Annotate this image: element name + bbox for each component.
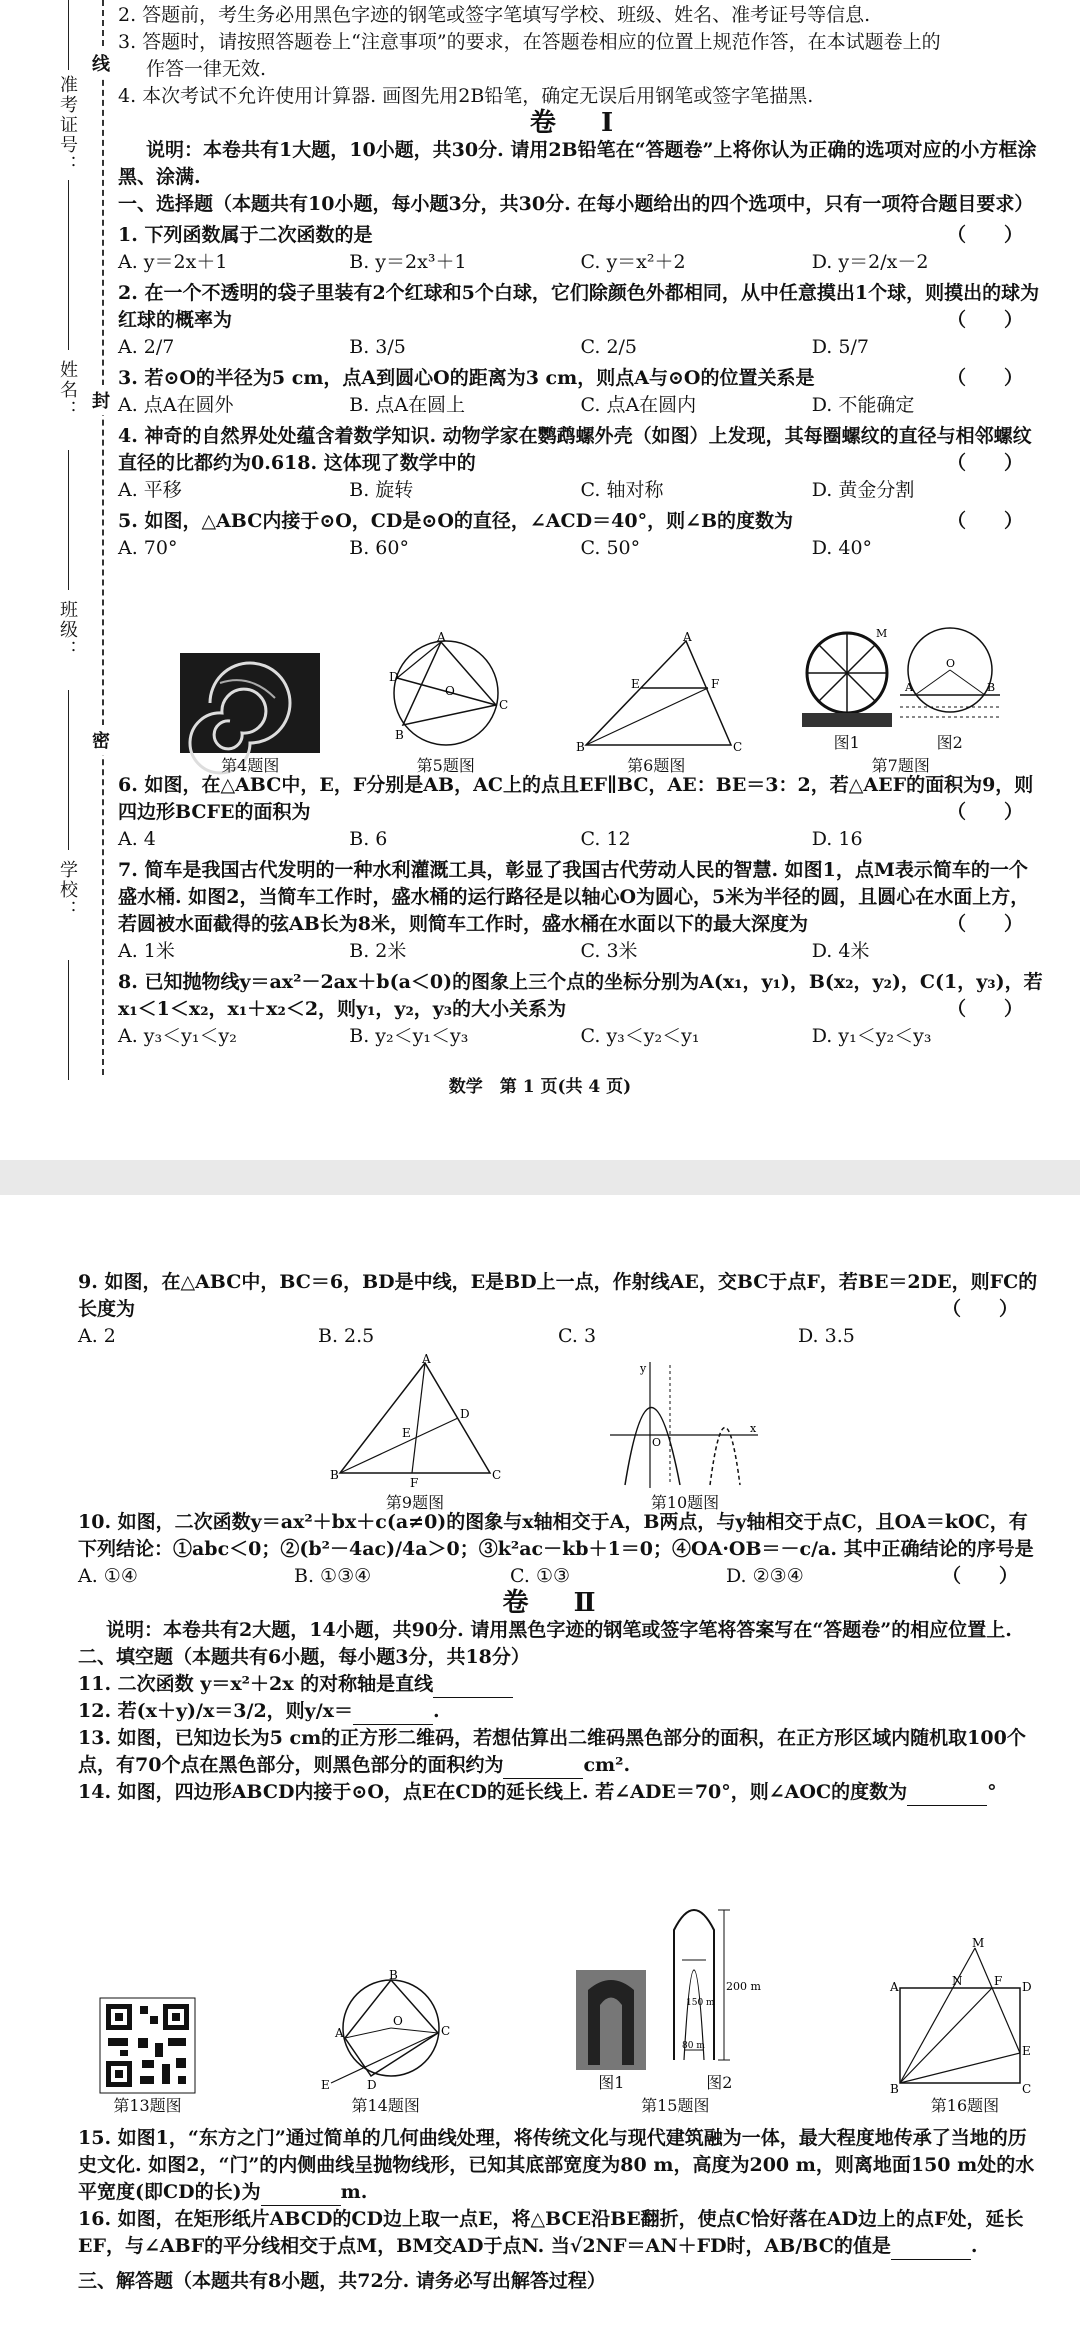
answer-blank bbox=[891, 2241, 971, 2260]
binding-margin bbox=[0, 0, 100, 1090]
margin-label-id: 准考证号： bbox=[57, 75, 78, 175]
figure-q13 bbox=[100, 1998, 195, 2116]
question-stem: 4. 神奇的自然界处处蕴含着数学知识. 动物学家在鹦鹉螺外壳（如图）上发现，其每圈螺纹的直径与相邻螺纹直径的比都约为0.618. 这体现了数学中的 bbox=[118, 425, 1032, 474]
question-8 bbox=[118, 969, 1043, 1050]
figure-caption: 第14题图 bbox=[351, 2096, 420, 2115]
figure-q7-1 bbox=[802, 625, 892, 753]
option-b: B. 点A在圆上 bbox=[349, 394, 466, 416]
volume-2-desc: 说明：本卷共有2大题，14小题，共90分. 请用黑色字迹的钢笔或签字笔将答案写在“答题卷”的相应位置上. bbox=[106, 1619, 1012, 1641]
fill-question-16 bbox=[78, 2206, 1038, 2260]
fill-questions-11-14 bbox=[78, 1671, 1038, 1806]
fill-question-14 bbox=[78, 1779, 1038, 1806]
base-width-label: 80 m bbox=[682, 2041, 706, 2051]
svg-text:B: B bbox=[330, 1468, 339, 1482]
volume-1-title: 卷 Ⅰ bbox=[529, 108, 632, 138]
svg-text:C: C bbox=[492, 1468, 502, 1482]
answer-blank bbox=[433, 1679, 513, 1698]
seal-char-mi: 密 bbox=[92, 725, 110, 755]
question-4 bbox=[118, 423, 1043, 504]
rectangle-fold-diagram bbox=[889, 1936, 1040, 2096]
svg-text:F: F bbox=[410, 1476, 419, 1490]
figure-q15 bbox=[576, 1900, 774, 2116]
question-10 bbox=[78, 1509, 1038, 1590]
figure-caption: 图1 bbox=[833, 733, 860, 752]
figure-q16 bbox=[889, 1936, 1040, 2116]
svg-text:A: A bbox=[904, 681, 913, 694]
svg-text:F: F bbox=[711, 677, 720, 691]
exam-page-2 bbox=[0, 1195, 1080, 2337]
fill-question-11 bbox=[78, 1671, 1038, 1698]
option-d: D. y＝2/x－2 bbox=[811, 251, 929, 273]
option-c: C. y₃＜y₂＜y₁ bbox=[580, 1025, 700, 1047]
option-c: C. y＝x²＋2 bbox=[580, 251, 686, 273]
gate-building-image bbox=[576, 1970, 646, 2070]
answer-paren: （ ） bbox=[946, 367, 1023, 389]
option-b: B. 2.5 bbox=[318, 1325, 375, 1347]
question-5 bbox=[118, 508, 1043, 562]
svg-text:A: A bbox=[436, 630, 446, 644]
figure-q7 bbox=[802, 625, 1000, 776]
answer-blank bbox=[261, 2187, 341, 2206]
svg-text:C: C bbox=[498, 698, 508, 712]
option-a: A. 2 bbox=[78, 1325, 116, 1347]
option-c: C. ①③ bbox=[510, 1565, 571, 1587]
figure-q4 bbox=[180, 653, 320, 776]
answer-paren: （ ） bbox=[946, 452, 1023, 474]
svg-text:D: D bbox=[366, 2078, 377, 2092]
question-2 bbox=[118, 280, 1043, 361]
question-stem: 10. 如图，二次函数y＝ax²＋bx＋c(a≠0)的图象与x轴相交于A，B两点，与y轴相交于点C，且OA＝kOC，有下列结论：①abc＜0；②(b²－4ac)/4a＞0；③k²ac－kb＋1＝0；④OA·OB＝－c/a. 其中正确结论的序号是 bbox=[78, 1511, 1034, 1560]
options-row bbox=[118, 477, 1043, 504]
page1-content-lower bbox=[118, 768, 1043, 1050]
margin-label-school: 学校： bbox=[57, 860, 78, 920]
options-row bbox=[118, 392, 1043, 419]
note-3: 3. 答题时，请按照答题卷上“注意事项”的要求，在答题卷相应的位置上规范作答，在本试题卷上的 bbox=[118, 31, 941, 53]
section-3-heading: 三、解答题（本题共有8小题，共72分. 请务必写出解答过程） bbox=[78, 2270, 606, 2292]
option-d: D. 黄金分割 bbox=[811, 479, 915, 501]
margin-label-class: 班级： bbox=[57, 600, 78, 660]
margin-rule bbox=[68, 690, 69, 850]
option-d: D. 4米 bbox=[811, 940, 870, 962]
cyclic-quadrilateral-diagram bbox=[311, 1968, 461, 2093]
option-d: D. y₁＜y₂＜y₃ bbox=[811, 1025, 932, 1047]
fill-question-15 bbox=[78, 2125, 1038, 2206]
svg-text:x: x bbox=[750, 1422, 757, 1435]
option-d: D. 5/7 bbox=[811, 336, 869, 358]
option-b: B. 2米 bbox=[349, 940, 407, 962]
figure-caption: 第6题图 bbox=[627, 756, 686, 775]
margin-rule bbox=[68, 450, 69, 590]
figure-q7-2 bbox=[900, 625, 1000, 753]
option-b: B. 3/5 bbox=[349, 336, 406, 358]
option-a: A. 4 bbox=[118, 828, 156, 850]
option-a: A. 2/7 bbox=[118, 336, 175, 358]
questions-1-5 bbox=[118, 222, 1043, 562]
figure-q15-2 bbox=[664, 1900, 774, 2093]
figure-caption: 第10题图 bbox=[650, 1493, 720, 1512]
svg-text:O: O bbox=[444, 684, 455, 698]
figure-q6 bbox=[571, 630, 743, 776]
figure-q5 bbox=[381, 630, 511, 776]
figure-caption: 第15题图 bbox=[641, 2096, 710, 2115]
svg-text:C: C bbox=[733, 740, 743, 754]
option-c: C. 3 bbox=[558, 1325, 597, 1347]
option-b: B. y₂＜y₁＜y₃ bbox=[349, 1025, 469, 1047]
question-stem: 3. 若⊙O的半径为5 cm，点A到圆心O的距离为3 cm，则点A与⊙O的位置关系是 bbox=[118, 367, 815, 389]
figure-caption: 第4题图 bbox=[221, 756, 280, 775]
svg-text:B: B bbox=[388, 1968, 398, 1982]
options-row bbox=[78, 1563, 942, 1590]
svg-text:A: A bbox=[334, 2026, 344, 2040]
svg-text:A: A bbox=[889, 1980, 899, 1994]
figure-q15-1 bbox=[576, 1970, 646, 2093]
question-stem: 7. 简车是我国古代发明的一种水利灌溉工具，彰显了我国古代劳动人民的智慧. 如图1，点M表示简车的一个盛水桶. 如图2，当简车工作时，盛水桶的运行路径是以轴心O为圆心，5米为半径的圆，且圆心在水面上方，若圆被水面截得的弦AB长为8米，则简车工作时，盛水桶在水面以下的最大深度为 bbox=[118, 859, 1030, 935]
fill-question-12 bbox=[78, 1698, 1038, 1725]
gate-parabola-diagram bbox=[664, 1900, 774, 2070]
option-d: D. 16 bbox=[811, 828, 863, 850]
options-row bbox=[118, 938, 1043, 965]
svg-text:F: F bbox=[993, 1974, 1003, 1988]
figure-q10 bbox=[610, 1360, 760, 1513]
seal-char-feng: 封 bbox=[92, 385, 110, 415]
option-a: A. 平移 bbox=[118, 479, 182, 501]
option-a: A. 1米 bbox=[118, 940, 175, 962]
margin-label-name: 姓名： bbox=[57, 360, 78, 420]
parabola-graph-diagram bbox=[610, 1360, 760, 1490]
option-d: D. 不能确定 bbox=[811, 394, 915, 416]
question-suffix: . bbox=[432, 1700, 440, 1722]
svg-text:B: B bbox=[986, 681, 995, 694]
question-9 bbox=[78, 1269, 1038, 1350]
options-row bbox=[118, 249, 1043, 276]
question-suffix: m. bbox=[340, 2181, 368, 2203]
question-3 bbox=[118, 365, 1043, 419]
option-a: A. 点A在圆外 bbox=[118, 394, 234, 416]
answer-paren: （ ） bbox=[941, 1298, 1018, 1320]
page-footer: 数学 第 1 页(共 4 页) bbox=[448, 1077, 632, 1097]
options-row bbox=[118, 1023, 1043, 1050]
option-c: C. 轴对称 bbox=[580, 479, 664, 501]
option-c: C. 3米 bbox=[580, 940, 638, 962]
figures-row-4-7 bbox=[150, 625, 1030, 776]
page2-content bbox=[78, 1265, 1038, 1350]
question-stem: 14. 如图，四边形ABCD内接于⊙O，点E在CD的延长线上. 若∠ADE＝70°，则∠AOC的度数为 bbox=[78, 1781, 908, 1803]
question-stem: 13. 如图，已知边长为5 cm的正方形二维码，若想估算出二维码黑色部分的面积，在正方形区域内随机取100个点，有70个点在黑色部分，则黑色部分的面积约为 bbox=[78, 1727, 1026, 1776]
figure-caption: 图2 bbox=[936, 733, 963, 752]
svg-text:D: D bbox=[388, 670, 399, 684]
question-10 bbox=[78, 1509, 1038, 1590]
water-wheel-image bbox=[802, 625, 892, 730]
question-stem: 8. 已知抛物线y＝ax²－2ax＋b(a＜0)的图象上三个点的坐标分别为A(x₁，y₁)，B(x₂，y₂)，C(1，y₃)，若x₁＜1＜x₂，x₁＋x₂＜2，则y₁，y₂，y₃的大小关系为 bbox=[118, 971, 1043, 1020]
figure-caption: 第9题图 bbox=[385, 1493, 445, 1512]
option-c: C. 点A在圆内 bbox=[580, 394, 697, 416]
svg-text:D: D bbox=[1021, 1980, 1032, 1994]
question-suffix: ° bbox=[987, 1781, 997, 1803]
svg-text:E: E bbox=[1021, 2044, 1031, 2058]
option-a: A. y₃＜y₁＜y₂ bbox=[118, 1025, 237, 1047]
question-stem: 11. 二次函数 y＝x²＋2x 的对称轴是直线 bbox=[78, 1673, 434, 1695]
svg-text:y: y bbox=[640, 1362, 647, 1375]
question-stem: 15. 如图1，“东方之门”通过简单的几何曲线处理，将传统文化与现代建筑融为一体，最大程度地传承了当地的历史文化. 如图2，“门”的内侧曲线呈抛物线形，已知其底部宽度为80 m，高度为200 m，则离地面150 m处的水平宽度(即CD的长)为 bbox=[78, 2127, 1035, 2203]
note-2: 2. 答题前，考生务必用黑色字迹的钢笔或签字笔填写学校、班级、姓名、准考证号等信息. bbox=[118, 4, 871, 26]
answer-paren: （ ） bbox=[941, 1565, 1018, 1587]
answer-paren: （ ） bbox=[946, 998, 1023, 1020]
wheel-circle-diagram bbox=[900, 625, 1000, 730]
page1-content bbox=[118, 2, 1043, 562]
option-b: B. 60° bbox=[349, 537, 409, 559]
section-2-heading: 二、填空题（本题共有6小题，每小题3分，共18分） bbox=[78, 1646, 530, 1668]
option-c: C. 2/5 bbox=[580, 336, 638, 358]
svg-text:M: M bbox=[971, 1936, 985, 1950]
question-stem: 2. 在一个不透明的袋子里装有2个红球和5个白球，它们除颜色外都相同，从中任意摸出1个球，则摸出的球为红球的概率为 bbox=[118, 282, 1040, 331]
seal-char-xian: 线 bbox=[92, 48, 110, 78]
figures-row-13-16 bbox=[100, 1900, 1040, 2116]
svg-text:D: D bbox=[460, 1407, 470, 1421]
height-label: 200 m bbox=[726, 1980, 762, 1993]
answer-blank bbox=[353, 1706, 433, 1725]
fill-questions-15-16 bbox=[78, 2125, 1038, 2260]
options-row bbox=[118, 826, 1043, 853]
figure-caption: 第16题图 bbox=[930, 2096, 1000, 2115]
figures-row-9-10 bbox=[330, 1352, 760, 1513]
page-separator bbox=[0, 1160, 1080, 1195]
figure-caption: 图2 bbox=[706, 2073, 733, 2092]
options-row bbox=[118, 535, 1043, 562]
question-stem: 6. 如图，在△ABC中，E，F分别是AB，AC上的点且EF∥BC，AE：BE＝3：2，若△AEF的面积为9，则四边形BCFE的面积为 bbox=[118, 774, 1034, 823]
figure-q14 bbox=[311, 1968, 461, 2116]
question-stem: 9. 如图，在△ABC中，BC＝6，BD是中线，E是BD上一点，作射线AE，交BC于点F，若BE＝2DE，则FC的长度为 bbox=[78, 1271, 1038, 1320]
answer-paren: （ ） bbox=[946, 913, 1023, 935]
svg-text:O: O bbox=[945, 657, 955, 670]
answer-paren: （ ） bbox=[946, 801, 1023, 823]
exam-page-1 bbox=[0, 0, 1080, 1160]
question-stem: 5. 如图，△ABC内接于⊙O，CD是⊙O的直径，∠ACD＝40°，则∠B的度数为 bbox=[118, 510, 794, 532]
question-1 bbox=[118, 222, 1043, 276]
figure-caption: 图1 bbox=[598, 2073, 625, 2092]
figure-caption: 第13题图 bbox=[113, 2096, 182, 2115]
option-a: A. ①④ bbox=[78, 1565, 138, 1587]
question-stem: 12. 若(x＋y)/x＝3/2，则y/x＝ bbox=[78, 1700, 353, 1722]
page2-content-lower bbox=[78, 2125, 1038, 2295]
page2-content-mid bbox=[78, 1505, 1038, 1806]
answer-paren: （ ） bbox=[946, 510, 1023, 532]
note-4: 4. 本次考试不允许使用计算器. 画图先用2B铅笔，确定无误后用钢笔或签字笔描黑. bbox=[118, 85, 814, 107]
seal-dashed-line bbox=[102, 0, 104, 1075]
options-row bbox=[118, 334, 1043, 361]
option-b: B. 6 bbox=[349, 828, 388, 850]
option-d: D. 3.5 bbox=[798, 1325, 855, 1347]
figure-q9 bbox=[330, 1352, 502, 1513]
margin-rule bbox=[68, 960, 69, 1080]
circle-triangle-diagram bbox=[381, 630, 511, 753]
option-d: D. 40° bbox=[811, 537, 873, 559]
svg-text:A: A bbox=[422, 1352, 431, 1366]
svg-text:C: C bbox=[440, 2024, 450, 2038]
answer-blank bbox=[503, 1760, 583, 1779]
answer-paren: （ ） bbox=[946, 224, 1023, 246]
option-d: D. ②③④ bbox=[726, 1565, 804, 1587]
svg-text:A: A bbox=[683, 630, 692, 644]
margin-rule bbox=[68, 180, 69, 350]
section-1-heading: 一、选择题（本题共有10小题，每小题3分，共30分. 在每小题给出的四个选项中，只有一项符合题目要求） bbox=[118, 193, 1034, 215]
question-suffix: cm². bbox=[583, 1754, 631, 1776]
svg-text:E: E bbox=[402, 1426, 411, 1440]
triangle-parallel-diagram bbox=[571, 630, 743, 754]
question-6 bbox=[118, 772, 1043, 853]
volume-1-desc: 说明：本卷共有1大题，10小题，共30分. 请用2B铅笔在“答题卷”上将你认为正确的选项对应的小方框涂黑、涂满. bbox=[118, 139, 1037, 188]
option-b: B. 旋转 bbox=[349, 479, 414, 501]
option-c: C. 12 bbox=[580, 828, 631, 850]
triangle-median-diagram bbox=[330, 1352, 502, 1490]
question-suffix: . bbox=[970, 2235, 978, 2257]
answer-paren: （ ） bbox=[946, 309, 1023, 331]
volume-2-title: 卷 Ⅱ bbox=[502, 1588, 614, 1618]
figure-caption: 第5题图 bbox=[416, 756, 475, 775]
option-b: B. y＝2x³＋1 bbox=[349, 251, 467, 273]
svg-text:B: B bbox=[889, 2082, 899, 2096]
svg-text:O: O bbox=[652, 1436, 662, 1449]
option-b: B. ①③④ bbox=[294, 1565, 372, 1587]
svg-text:E: E bbox=[631, 677, 641, 691]
question-stem: 16. 如图，在矩形纸片ABCD的CD边上取一点E，将△BCE沿BE翻折，使点C恰好落在AD边上的点F处，延长EF，与∠ABF的平分线相交于点M，BM交AD于点N. 当√2NF＝AN＋FD时，AB/BC的值是 bbox=[78, 2208, 1024, 2257]
svg-text:B: B bbox=[576, 740, 586, 754]
questions-6-8 bbox=[118, 772, 1043, 1050]
question-9 bbox=[78, 1269, 1038, 1350]
svg-text:B: B bbox=[394, 728, 404, 742]
option-a: A. y＝2x＋1 bbox=[118, 251, 228, 273]
figure-caption: 第7题图 bbox=[871, 756, 930, 775]
svg-text:C: C bbox=[1021, 2082, 1032, 2096]
qr-code-image bbox=[100, 1998, 195, 2093]
svg-text:N: N bbox=[951, 1974, 963, 1988]
nautilus-shell-image bbox=[180, 653, 320, 753]
svg-text:O: O bbox=[392, 2014, 403, 2028]
svg-text:E: E bbox=[320, 2078, 330, 2092]
answer-blank bbox=[907, 1787, 987, 1806]
option-a: A. 70° bbox=[118, 537, 178, 559]
question-7 bbox=[118, 857, 1043, 965]
question-stem: 1. 下列函数属于二次函数的是 bbox=[118, 224, 373, 246]
svg-text:M: M bbox=[875, 627, 888, 640]
option-c: C. 50° bbox=[580, 537, 641, 559]
fill-question-13 bbox=[78, 1725, 1038, 1779]
options-row bbox=[78, 1323, 1038, 1350]
margin-rule bbox=[68, 0, 69, 70]
width150-label: 150 m bbox=[686, 1998, 715, 2008]
note-3-cont: 作答一律无效. bbox=[146, 58, 267, 80]
